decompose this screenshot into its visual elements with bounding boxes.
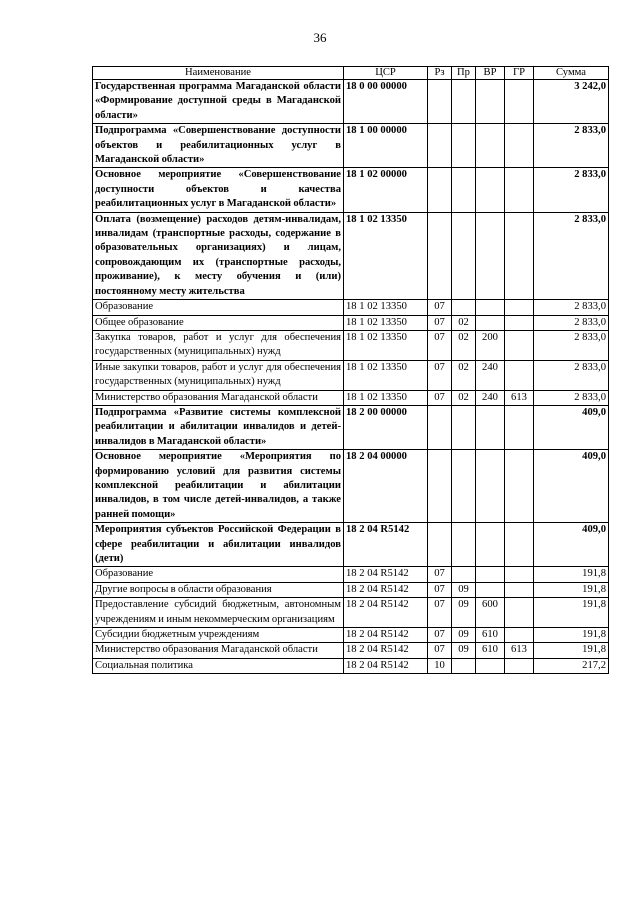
row-name-cell: Министерство образования Магаданской области: [93, 643, 344, 658]
row-sum-cell: 217,2: [534, 658, 609, 673]
row-csr-cell: 18 2 04 R5142: [344, 567, 428, 582]
row-pr-cell: [452, 523, 476, 567]
row-sum-cell: 2 833,0: [534, 168, 609, 212]
row-gr-cell: [505, 124, 534, 168]
row-vr-cell: 200: [476, 330, 505, 360]
row-vr-cell: 240: [476, 390, 505, 405]
row-csr-cell: 18 1 00 00000: [344, 124, 428, 168]
row-rz-cell: [428, 168, 452, 212]
row-pr-cell: 09: [452, 643, 476, 658]
row-csr-cell: 18 2 04 R5142: [344, 598, 428, 628]
row-vr-cell: [476, 523, 505, 567]
row-sum-cell: 2 833,0: [534, 124, 609, 168]
row-name-cell: Основное мероприятие «Совершенствование доступности объектов и качества реабилитационных услуг в Магаданской области»: [93, 168, 344, 212]
row-csr-cell: 18 1 02 00000: [344, 168, 428, 212]
row-name-cell: Другие вопросы в области образования: [93, 582, 344, 597]
row-name-cell: Социальная политика: [93, 658, 344, 673]
row-csr-cell: 18 0 00 00000: [344, 80, 428, 124]
row-sum-cell: 409,0: [534, 405, 609, 449]
row-csr-cell: 18 2 04 R5142: [344, 523, 428, 567]
row-sum-cell: 2 833,0: [534, 315, 609, 330]
row-name-cell: Образование: [93, 300, 344, 315]
row-rz-cell: 07: [428, 360, 452, 390]
table-row: [93, 643, 609, 658]
row-name-cell: Основное мероприятие «Мероприятия по формированию условий для развития системы комплексной реабилитации и абилитации инвалидов, в том числе детей-инвалидов, а также ранней помощи»: [93, 450, 344, 523]
row-pr-cell: 09: [452, 582, 476, 597]
row-vr-cell: [476, 300, 505, 315]
row-gr-cell: [505, 628, 534, 643]
row-vr-cell: [476, 567, 505, 582]
row-gr-cell: [505, 212, 534, 299]
row-pr-cell: 02: [452, 330, 476, 360]
row-sum-cell: 191,8: [534, 643, 609, 658]
row-gr-cell: [505, 360, 534, 390]
row-pr-cell: [452, 658, 476, 673]
row-vr-cell: [476, 315, 505, 330]
row-csr-cell: 18 2 04 R5142: [344, 643, 428, 658]
table-row: [93, 405, 609, 449]
table-row: [93, 658, 609, 673]
column-header-sum: Сумма: [534, 67, 609, 80]
row-vr-cell: [476, 168, 505, 212]
row-pr-cell: 09: [452, 598, 476, 628]
row-name-cell: Министерство образования Магаданской области: [93, 390, 344, 405]
row-name-cell: Иные закупки товаров, работ и услуг для обеспечения государственных (муниципальных) нужд: [93, 360, 344, 390]
row-name-cell: Образование: [93, 567, 344, 582]
row-gr-cell: [505, 598, 534, 628]
row-pr-cell: [452, 405, 476, 449]
table-row: [93, 523, 609, 567]
row-rz-cell: [428, 450, 452, 523]
table-row: [93, 567, 609, 582]
row-gr-cell: [505, 300, 534, 315]
table-row: [93, 80, 609, 124]
row-rz-cell: 07: [428, 567, 452, 582]
table-row: [93, 360, 609, 390]
row-csr-cell: 18 1 02 13350: [344, 330, 428, 360]
row-sum-cell: 2 833,0: [534, 300, 609, 315]
row-rz-cell: 07: [428, 315, 452, 330]
row-rz-cell: 07: [428, 390, 452, 405]
table-row: [93, 300, 609, 315]
row-csr-cell: 18 2 04 00000: [344, 450, 428, 523]
row-sum-cell: 2 833,0: [534, 360, 609, 390]
table-header-row: [93, 67, 609, 80]
row-pr-cell: [452, 212, 476, 299]
row-csr-cell: 18 1 02 13350: [344, 300, 428, 315]
row-pr-cell: [452, 124, 476, 168]
row-pr-cell: [452, 300, 476, 315]
column-header-pr: Пр: [452, 67, 476, 80]
row-rz-cell: 07: [428, 628, 452, 643]
row-sum-cell: 2 833,0: [534, 212, 609, 299]
row-vr-cell: [476, 658, 505, 673]
table-row: [93, 628, 609, 643]
table-body: [93, 80, 609, 674]
row-csr-cell: 18 2 00 00000: [344, 405, 428, 449]
row-sum-cell: 191,8: [534, 567, 609, 582]
row-csr-cell: 18 1 02 13350: [344, 315, 428, 330]
row-vr-cell: [476, 212, 505, 299]
row-rz-cell: 07: [428, 643, 452, 658]
row-sum-cell: 2 833,0: [534, 330, 609, 360]
row-vr-cell: 600: [476, 598, 505, 628]
row-gr-cell: [505, 567, 534, 582]
row-rz-cell: [428, 80, 452, 124]
table-row: [93, 582, 609, 597]
row-pr-cell: [452, 567, 476, 582]
row-gr-cell: 613: [505, 390, 534, 405]
row-rz-cell: 07: [428, 300, 452, 315]
row-gr-cell: [505, 450, 534, 523]
row-name-cell: Общее образование: [93, 315, 344, 330]
row-gr-cell: 613: [505, 643, 534, 658]
row-csr-cell: 18 2 04 R5142: [344, 658, 428, 673]
row-gr-cell: [505, 315, 534, 330]
row-csr-cell: 18 1 02 13350: [344, 360, 428, 390]
row-rz-cell: 10: [428, 658, 452, 673]
row-sum-cell: 409,0: [534, 450, 609, 523]
column-header-gr: ГР: [505, 67, 534, 80]
column-header-csr: ЦСР: [344, 67, 428, 80]
row-sum-cell: 409,0: [534, 523, 609, 567]
table-row: [93, 330, 609, 360]
row-rz-cell: 07: [428, 330, 452, 360]
row-vr-cell: 610: [476, 628, 505, 643]
row-rz-cell: 07: [428, 598, 452, 628]
row-rz-cell: [428, 405, 452, 449]
row-gr-cell: [505, 582, 534, 597]
row-rz-cell: [428, 523, 452, 567]
row-csr-cell: 18 2 04 R5142: [344, 582, 428, 597]
column-header-rz: Рз: [428, 67, 452, 80]
row-vr-cell: [476, 450, 505, 523]
row-rz-cell: 07: [428, 582, 452, 597]
row-vr-cell: 240: [476, 360, 505, 390]
column-header-vr: ВР: [476, 67, 505, 80]
row-pr-cell: [452, 80, 476, 124]
row-vr-cell: 610: [476, 643, 505, 658]
row-name-cell: Оплата (возмещение) расходов детям-инвалидам, инвалидам (транспортные расходы, содержание в образовательных организациях) и лицам, сопровождающим их (транспортные расходы, проживание), к месту обучения и (или) постоянному месту жительства: [93, 212, 344, 299]
row-sum-cell: 3 242,0: [534, 80, 609, 124]
row-vr-cell: [476, 124, 505, 168]
row-gr-cell: [505, 168, 534, 212]
table-row: [93, 450, 609, 523]
row-sum-cell: 191,8: [534, 582, 609, 597]
row-name-cell: Подпрограмма «Развитие системы комплексной реабилитации и абилитации инвалидов и детей-инвалидов в Магаданской области»: [93, 405, 344, 449]
row-pr-cell: 02: [452, 390, 476, 405]
row-csr-cell: 18 1 02 13350: [344, 212, 428, 299]
row-gr-cell: [505, 330, 534, 360]
row-name-cell: Государственная программа Магаданской области «Формирование доступной среды в Магаданской области»: [93, 80, 344, 124]
page-number: 36: [313, 30, 327, 45]
row-rz-cell: [428, 212, 452, 299]
table-row: [93, 168, 609, 212]
row-sum-cell: 2 833,0: [534, 390, 609, 405]
row-vr-cell: [476, 582, 505, 597]
budget-table: [92, 66, 609, 674]
row-pr-cell: 09: [452, 628, 476, 643]
row-sum-cell: 191,8: [534, 598, 609, 628]
row-csr-cell: 18 2 04 R5142: [344, 628, 428, 643]
row-pr-cell: [452, 168, 476, 212]
row-gr-cell: [505, 523, 534, 567]
table-row: [93, 315, 609, 330]
row-name-cell: Закупка товаров, работ и услуг для обеспечения государственных (муниципальных) нужд: [93, 330, 344, 360]
row-sum-cell: 191,8: [534, 628, 609, 643]
row-gr-cell: [505, 405, 534, 449]
row-vr-cell: [476, 405, 505, 449]
table-row: [93, 124, 609, 168]
table-row: [93, 212, 609, 299]
row-pr-cell: 02: [452, 360, 476, 390]
row-name-cell: Мероприятия субъектов Российской Федерации в сфере реабилитации и абилитации инвалидов (дети): [93, 523, 344, 567]
column-header-name: Наименование: [93, 67, 344, 80]
row-name-cell: Подпрограмма «Совершенствование доступности объектов и реабилитационных услуг в Магаданской области»: [93, 124, 344, 168]
row-name-cell: Субсидии бюджетным учреждениям: [93, 628, 344, 643]
row-pr-cell: [452, 450, 476, 523]
row-name-cell: Предоставление субсидий бюджетным, автономным учреждениям и иным некоммерческим организациям: [93, 598, 344, 628]
row-gr-cell: [505, 80, 534, 124]
table-row: [93, 390, 609, 405]
row-csr-cell: 18 1 02 13350: [344, 390, 428, 405]
row-rz-cell: [428, 124, 452, 168]
table-row: [93, 598, 609, 628]
row-vr-cell: [476, 80, 505, 124]
row-gr-cell: [505, 658, 534, 673]
row-pr-cell: 02: [452, 315, 476, 330]
